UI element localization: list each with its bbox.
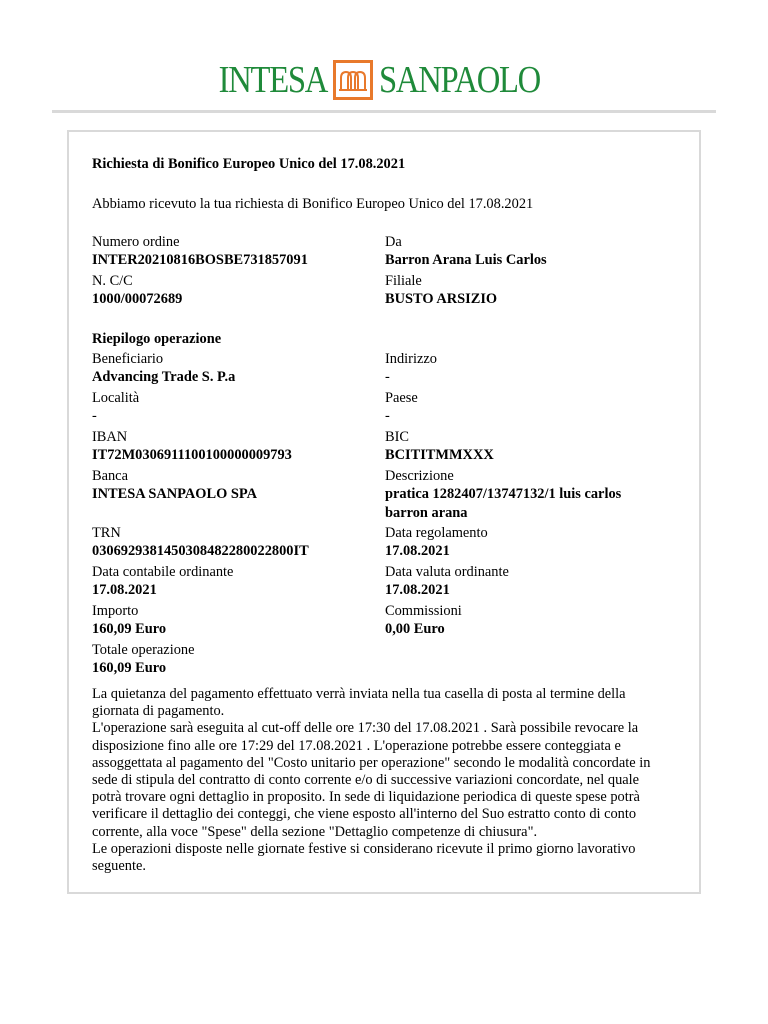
summary-heading: Riepilogo operazione (92, 331, 222, 347)
receipt-title: Richiesta di Bonifico Europeo Unico del 17.08.2021 (92, 156, 406, 172)
bic-label: BIC (385, 429, 409, 445)
value-date-label: Data valuta ordinante (385, 564, 509, 580)
note-cutoff-line: corrente, alla voce "Spese" della sezione "Dettaglio competenze di chiusura". (92, 823, 538, 840)
beneficiary-label: Beneficiario (92, 351, 164, 367)
note-cutoff-line: potrà trovare ogni dettaglio in proposito. In sede di liquidazione periodica di queste spese potrà (92, 789, 640, 806)
description-label: Descrizione (385, 468, 454, 484)
locality-label: Località (92, 390, 140, 406)
account-label: N. C/C (92, 273, 133, 289)
sender-label: Da (385, 234, 402, 250)
brand-logo (0, 56, 768, 104)
receipt-notes (92, 686, 692, 875)
note-cutoff-line: L'operazione sarà eseguita al cut-off delle ore 17:30 del 17.08.2021 . Sarà possibile revocare la (92, 720, 639, 737)
trn-label: TRN (92, 525, 121, 541)
fees-value: 0,00 Euro (385, 621, 445, 637)
brand-name-right: SANPAOLO (379, 59, 541, 101)
bank-label: Banca (92, 468, 128, 484)
iban-label: IBAN (92, 429, 128, 445)
total-label: Totale operazione (92, 642, 195, 658)
amount-label: Importo (92, 603, 139, 619)
note-cutoff-line: disposizione fino alle ore 17:29 del 17.08.2021 . L'operazione potrebbe essere conteggiata e (92, 737, 621, 754)
settlement-date-value: 17.08.2021 (385, 543, 450, 559)
header-divider (52, 110, 716, 113)
accounting-date-label: Data contabile ordinante (92, 564, 234, 580)
sender-value: Barron Arana Luis Carlos (385, 252, 547, 268)
intesa-sanpaolo-mark-icon (333, 60, 373, 100)
trn-value: 0306929381450308482280022800IT (92, 543, 309, 559)
note-cutoff-line: sede di stipula del contratto di conto corrente e/o di successive variazioni concordate, nel quale (92, 772, 640, 789)
settlement-date-label: Data regolamento (385, 525, 488, 541)
order-number-value: INTER20210816BOSBE731857091 (92, 252, 308, 268)
order-number-label: Numero ordine (92, 234, 180, 250)
bank-value: INTESA SANPAOLO SPA (92, 486, 257, 502)
iban-value: IT72M0306911100100000009793 (92, 447, 292, 463)
address-value: - (385, 369, 390, 385)
accounting-date-value: 17.08.2021 (92, 582, 157, 598)
country-label: Paese (385, 390, 418, 406)
beneficiary-value: Advancing Trade S. P.a (92, 369, 236, 385)
total-value: 160,09 Euro (92, 660, 167, 676)
brand-name-left: INTESA (218, 59, 328, 101)
description-value-line2: barron arana (385, 505, 468, 521)
value-date-value: 17.08.2021 (385, 582, 450, 598)
branch-value: BUSTO ARSIZIO (385, 291, 498, 307)
branch-label: Filiale (385, 273, 422, 289)
account-value: 1000/00072689 (92, 291, 183, 307)
transfer-receipt-card (67, 130, 701, 894)
country-value: - (385, 408, 390, 424)
amount-value: 160,09 Euro (92, 621, 167, 637)
receipt-intro: Abbiamo ricevuto la tua richiesta di Bonifico Europeo Unico del 17.08.2021 (92, 196, 534, 212)
header (0, 0, 768, 111)
note-holiday-line: Le operazioni disposte nelle giornate festive si considerano ricevute il primo giorno lavorativo (92, 840, 636, 857)
note-receipt-line: giornata di pagamento. (92, 703, 225, 720)
description-value-line1: pratica 1282407/13747132/1 luis carlos (385, 486, 622, 502)
bic-value: BCITITMMXXX (385, 447, 494, 463)
fees-label: Commissioni (385, 603, 462, 619)
locality-value: - (92, 408, 97, 424)
note-holiday-line: seguente. (92, 858, 146, 875)
address-label: Indirizzo (385, 351, 437, 367)
note-receipt-line: La quietanza del pagamento effettuato verrà inviata nella tua casella di posta al termine della (92, 686, 626, 702)
note-cutoff-line: assoggettata al pagamento del "Costo unitario per operazione" secondo le modalità concordate in (92, 754, 651, 771)
note-cutoff-line: verificare il dettaglio dei conteggi, che viene esposto all'interno del Suo estratto conto di conto (92, 806, 637, 823)
